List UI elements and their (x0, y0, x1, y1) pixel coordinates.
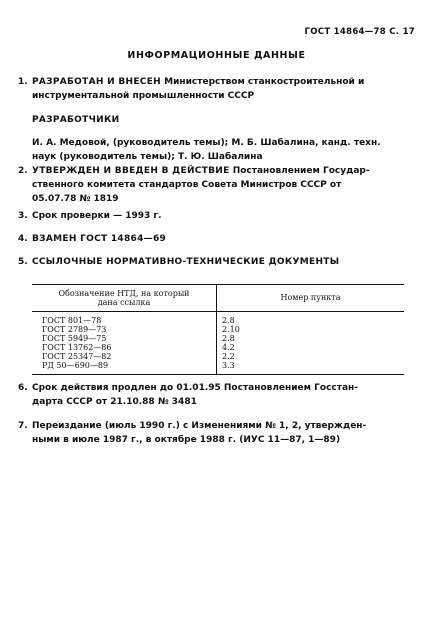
table-row (32, 325, 404, 334)
table-cell: ГОСТ 801—78 (42, 316, 102, 325)
document-title: ИНФОРМАЦИОННЫЕ ДАННЫЕ (127, 50, 306, 61)
item-number: 3. (18, 211, 28, 221)
table-row (32, 361, 404, 370)
info-item-1 (18, 75, 416, 103)
developers-heading: РАЗРАБОТЧИКИ (32, 115, 120, 125)
item-number: 1. (18, 77, 28, 87)
column-header-line: Обозначение НТД, на который (58, 289, 190, 298)
info-item-5 (18, 255, 416, 269)
table-cell: 3.3 (222, 361, 235, 370)
info-item-6 (18, 381, 416, 409)
item-text: ными в июле 1987 г., в октябре 1988 г. (ИУС 11—87, 1—89) (32, 435, 341, 445)
table-header (32, 284, 404, 312)
table-row (32, 316, 404, 325)
table-cell: ГОСТ 2789—73 (42, 325, 107, 334)
table-column-header: Номер пункта (280, 293, 341, 302)
info-item-2 (18, 164, 416, 206)
item-lead: УТВЕРЖДЕН И ВВЕДЕН В ДЕЙСТВИЕ (32, 166, 230, 176)
item-text: Постановлением Государ- (229, 166, 370, 176)
table-cell: ГОСТ 25347—82 (42, 352, 112, 361)
item-text: ССЫЛОЧНЫЕ НОРМАТИВНО-ТЕХНИЧЕСКИЕ ДОКУМЕНТЫ (32, 257, 340, 267)
table-cell: РД 50—690—89 (42, 361, 109, 370)
info-item-4 (18, 232, 416, 246)
table-cell: ГОСТ 5949—75 (42, 334, 107, 343)
table-cell: 2.8 (222, 334, 235, 343)
table-column-header (32, 289, 216, 307)
item-text: Срок действия продлен до 01.01.95 Постановлением Госстан- (32, 383, 358, 393)
item-text: ственного комитета стандартов Совета Министров СССР от (32, 180, 342, 190)
table-body (32, 312, 404, 370)
table-divider (216, 285, 217, 311)
item-number: 7. (18, 421, 28, 431)
item-number: 4. (18, 234, 28, 244)
table-row (32, 343, 404, 352)
item-text: Переиздание (июль 1990 г.) с Изменениями № 1, 2, утвержден- (32, 421, 367, 431)
item-number: 6. (18, 383, 28, 393)
item-text: Срок проверки — 1993 г. (32, 211, 162, 221)
table-row (32, 334, 404, 343)
page-header: ГОСТ 14864—78 С. 17 (304, 27, 415, 37)
table-cell: 2.8 (222, 316, 235, 325)
table-cell: 2.2 (222, 352, 235, 361)
table-bottom-rule (32, 374, 404, 375)
item-lead: РАЗРАБОТАН И ВНЕСЕН (32, 77, 161, 87)
item-text: Министерством станкостроительной и (161, 77, 365, 87)
item-text: дарта СССР от 21.10.88 № 3481 (32, 397, 197, 407)
item-text: инструментальной промышленности СССР (32, 91, 255, 101)
table-cell: ГОСТ 13762—86 (42, 343, 112, 352)
item-text: ВЗАМЕН ГОСТ 14864—69 (32, 234, 167, 244)
info-item-3 (18, 209, 416, 223)
developers-text: наук (руководитель темы); Т. Ю. Шабалина (32, 152, 263, 162)
reference-table (32, 284, 404, 370)
item-number: 2. (18, 166, 28, 176)
info-item-7 (18, 419, 416, 447)
table-cell: 4.2 (222, 343, 235, 352)
item-text: 05.07.78 № 1819 (32, 194, 119, 204)
table-row (32, 352, 404, 361)
table-cell: 2.10 (222, 325, 240, 334)
column-header-line: дана ссылка (97, 298, 151, 307)
item-number: 5. (18, 257, 28, 267)
developers-text: И. А. Медовой, (руководитель темы); М. Б. Шабалина, канд. техн. (32, 138, 381, 148)
developers-block (32, 113, 430, 164)
